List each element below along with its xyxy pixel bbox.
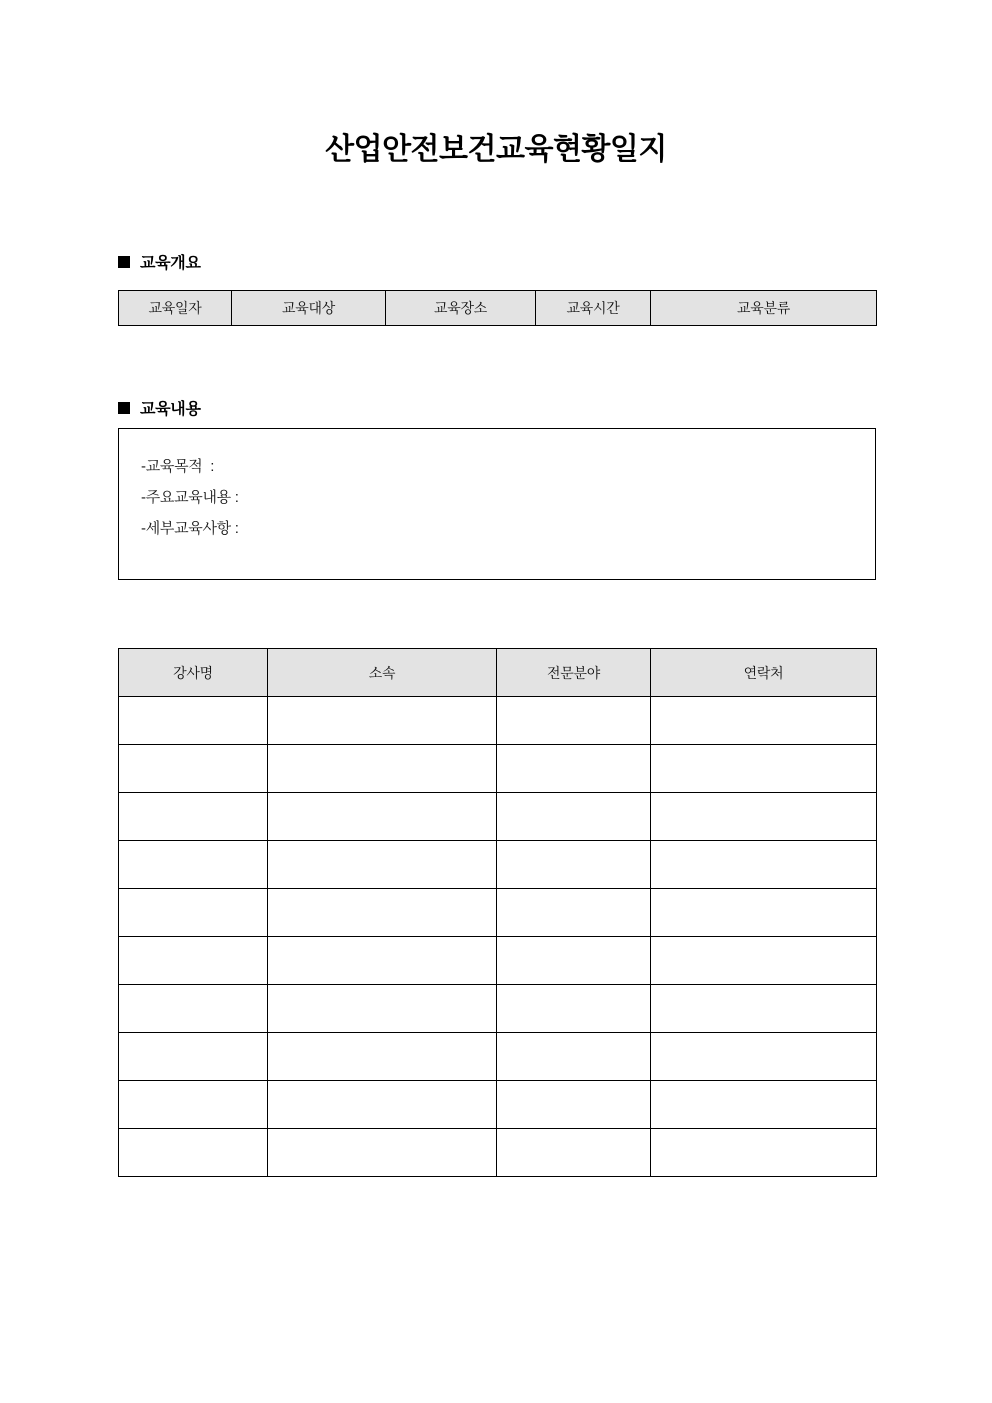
table-cell[interactable] <box>651 697 877 745</box>
table-cell[interactable] <box>651 1033 877 1081</box>
table-cell[interactable] <box>268 1129 497 1177</box>
column-header-instructor-contact: 연락처 <box>651 649 877 697</box>
table-row <box>119 1081 877 1129</box>
table-row <box>119 841 877 889</box>
table-row <box>119 937 877 985</box>
table-cell[interactable] <box>119 745 268 793</box>
table-cell[interactable] <box>497 889 651 937</box>
table-header-row <box>119 649 877 697</box>
table-cell[interactable] <box>651 1129 877 1177</box>
table-row <box>119 889 877 937</box>
column-header-education-category: 교육분류 <box>651 291 877 326</box>
table-cell[interactable] <box>497 841 651 889</box>
table-cell[interactable] <box>497 937 651 985</box>
table-cell[interactable] <box>651 745 877 793</box>
section-heading-content-label: 교육내용 <box>140 401 201 418</box>
table-cell[interactable] <box>268 697 497 745</box>
table-cell[interactable] <box>497 1081 651 1129</box>
content-line: -세부교육사항 : <box>141 520 239 537</box>
table-row <box>119 1129 877 1177</box>
table-cell[interactable] <box>497 745 651 793</box>
table-cell[interactable] <box>119 1081 268 1129</box>
table-cell[interactable] <box>651 1081 877 1129</box>
instructor-table <box>118 648 877 1177</box>
table-header-row <box>119 291 877 326</box>
table-cell[interactable] <box>651 793 877 841</box>
table-row <box>119 697 877 745</box>
content-line: -교육목적 : <box>141 458 215 475</box>
table-cell[interactable] <box>119 937 268 985</box>
table-cell[interactable] <box>119 985 268 1033</box>
table-cell[interactable] <box>268 1033 497 1081</box>
column-header-instructor-affiliation: 소속 <box>268 649 497 697</box>
bullet-square-icon <box>118 402 130 414</box>
table-cell[interactable] <box>651 937 877 985</box>
column-header-education-time: 교육시간 <box>536 291 651 326</box>
table-cell[interactable] <box>119 841 268 889</box>
table-cell[interactable] <box>119 889 268 937</box>
section-heading-content <box>118 396 201 419</box>
column-header-instructor-name: 강사명 <box>119 649 268 697</box>
table-row <box>119 793 877 841</box>
table-cell[interactable] <box>268 1081 497 1129</box>
table-cell[interactable] <box>119 793 268 841</box>
table-cell[interactable] <box>268 793 497 841</box>
column-header-education-place: 교육장소 <box>386 291 536 326</box>
table-cell[interactable] <box>497 793 651 841</box>
table-cell[interactable] <box>119 1129 268 1177</box>
table-cell[interactable] <box>119 1033 268 1081</box>
table-row <box>119 745 877 793</box>
section-heading-overview-label: 교육개요 <box>140 255 201 272</box>
table-cell[interactable] <box>268 937 497 985</box>
table-cell[interactable] <box>497 1129 651 1177</box>
education-overview-table <box>118 290 877 326</box>
table-cell[interactable] <box>651 841 877 889</box>
column-header-education-target: 교육대상 <box>232 291 386 326</box>
table-cell[interactable] <box>651 889 877 937</box>
column-header-education-date: 교육일자 <box>119 291 232 326</box>
table-row <box>119 985 877 1033</box>
page-title: 산업안전보건교육현황일지 <box>325 133 667 166</box>
table-cell[interactable] <box>497 985 651 1033</box>
table-cell[interactable] <box>119 697 268 745</box>
education-content-box[interactable] <box>118 428 876 580</box>
bullet-square-icon <box>118 256 130 268</box>
table-cell[interactable] <box>268 985 497 1033</box>
table-cell[interactable] <box>651 985 877 1033</box>
table-cell[interactable] <box>497 1033 651 1081</box>
education-content-lines <box>119 429 875 544</box>
table-row <box>119 1033 877 1081</box>
table-cell[interactable] <box>497 697 651 745</box>
table-cell[interactable] <box>268 889 497 937</box>
table-cell[interactable] <box>268 745 497 793</box>
table-cell[interactable] <box>268 841 497 889</box>
column-header-instructor-specialty: 전문분야 <box>497 649 651 697</box>
content-line: -주요교육내용 : <box>141 489 239 506</box>
section-heading-overview <box>118 250 201 273</box>
